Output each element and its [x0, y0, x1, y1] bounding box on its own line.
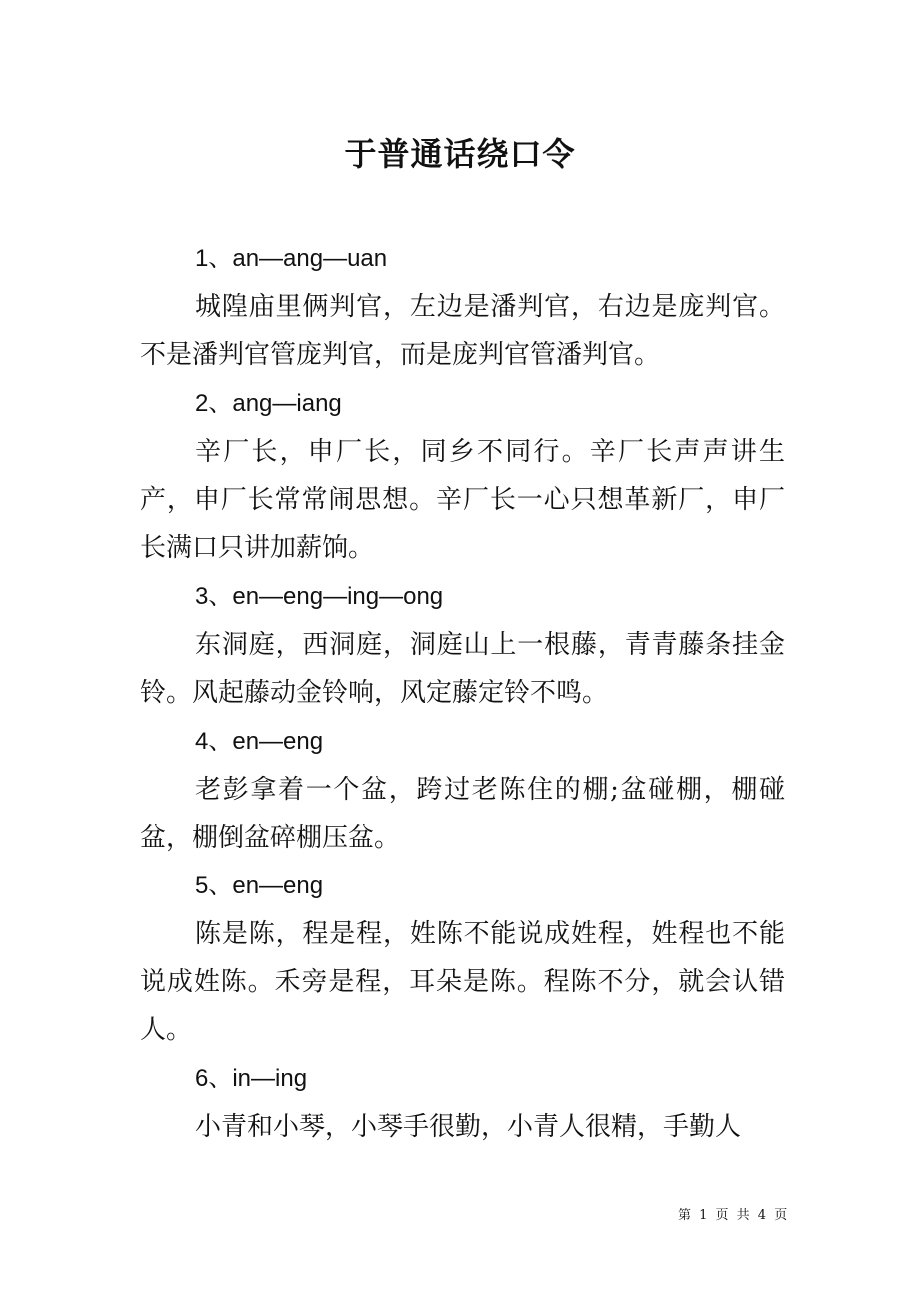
section-heading-2: 2、ang—iang	[195, 390, 342, 417]
section-text-6: 小青和小琴，小琴手很勤，小青人很精，手勤人	[195, 1112, 742, 1142]
section-text-1: 城隍庙里俩判官，左边是潘判官，右边是庞判官。不是潘判官管庞判官，而是庞判官管潘判官。	[140, 292, 785, 370]
page-footer: 第 1 页 共 4 页	[678, 1208, 790, 1223]
section-heading-4: 4、en—eng	[195, 728, 324, 755]
section-heading-6: 6、in—ing	[195, 1065, 308, 1092]
section-text-4: 老彭拿着一个盆，跨过老陈住的棚;盆碰棚，棚碰盆，棚倒盆碎棚压盆。	[140, 775, 785, 853]
section-heading-1: 1、an—ang—uan	[195, 245, 388, 272]
section-text-3: 东洞庭，西洞庭，洞庭山上一根藤，青青藤条挂金铃。风起藤动金铃响，风定藤定铃不鸣。	[140, 630, 785, 708]
section-text-5: 陈是陈，程是程，姓陈不能说成姓程，姓程也不能说成姓陈。禾旁是程，耳朵是陈。程陈不分，就会认错人。	[140, 919, 785, 1045]
section-text-2: 辛厂长，申厂长，同乡不同行。辛厂长声声讲生产，申厂长常常闹思想。辛厂长一心只想革新厂，申厂长满口只讲加薪饷。	[140, 437, 785, 563]
section-heading-5: 5、en—eng	[195, 872, 324, 899]
document-title: 于普通话绕口令	[344, 135, 576, 173]
section-heading-3: 3、en—eng—ing—ong	[195, 583, 444, 610]
